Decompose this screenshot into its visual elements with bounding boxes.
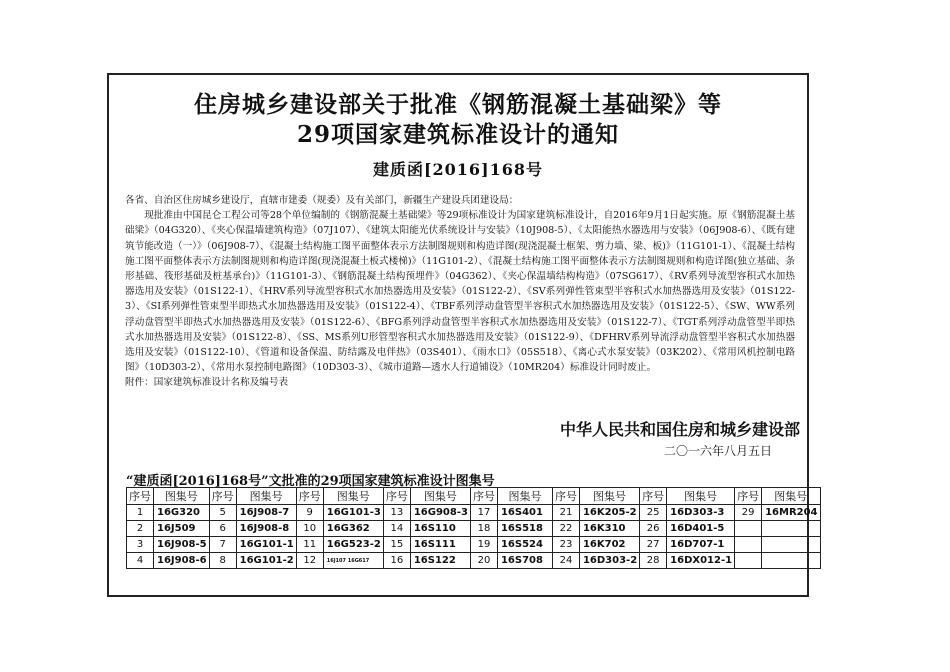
cell-code: 16J908-6 (154, 553, 210, 569)
header-no: 序号 (552, 488, 579, 505)
cell-no: 12 (296, 553, 323, 569)
cell-no: 3 (127, 537, 154, 553)
notice-title-line-2: 29项国家建筑标准设计的通知 (296, 121, 619, 148)
table-row (127, 505, 821, 521)
cell-code: 16J509 (154, 521, 210, 537)
header-code: 图集号 (323, 488, 383, 505)
cell-code: 16J107 16G617 (323, 553, 383, 569)
cell-no: 4 (127, 553, 154, 569)
issue-date: 二〇一六年八月五日 (663, 444, 772, 458)
cell-no: 21 (552, 505, 579, 521)
cell-no: 1 (127, 505, 154, 521)
cell-no: 19 (470, 537, 497, 553)
main-paragraph: 现批准由中国昆仑工程公司等28个单位编制的《钢筋混凝土基础梁》等29项标准设计为国家建筑标准设计，自2016年9月1日起实施。原《钢筋混凝土基础梁》（04G320）、《夹心保温墙建筑构造》（07J107）、《建筑太阳能光伏系统设计与安装》（10J908-5）、《太阳能热水器选用与安装》（06J908-6）、《既有建筑节能改造（一）》（06J908-7）、《混凝土结构施工图平面整体表示方法制图规则和构造详图(现浇混凝土框架、剪力墙、梁、板)》（11G101-1）、《混凝土结构施工图平面整体表示方法制图规则和构造详图(现浇混凝土板式楼梯)》（11G101-2）、《混凝土结构施工图平面整体表示方法制图规则和构造详图(独立基础、条形基础、筏形基础及桩基承台)》（11G101-3）、《钢筋混凝土结构预埋件》（04G362）、《夹心保温墙结构构造》（07SG617）、《RV系列导流型容积式水加热器选用及安装》（01S122-1）、《HRV系列导流型容积式水加热器选用及安装》（01S122-2）、《SV系列弹性管束型半容积式水加热器选用及安装》（01S122-3）、《SI系列弹性管束型半即热式水加热器选用及安装》（01S122-4）、《TBF系列浮动盘管型半容积式水加热器选用及安装》（01S122-5）、《SW、WW系列浮动盘管型半即热式水加热器选用及安装》（01S122-6）、《BFG系列浮动盘管型半容积式水加热器选用及安装》（01S122-7）、《TGT系列浮动盘管型半即热式水加热器选用及安装》（01S122-8）、《SS、MS系列U形管型容积式水加热器选用及安装》（01S122-9）、《DFHRV系列导流浮动盘管型半容积式水加热器选用及安装》（01S122-10）、《管道和设备保温、防结露及电伴热》（03S401）、《雨水口》（05S518）、《离心式水泵安装》（03K202）、《常用风机控制电路图》（10D303-2）、《常用水泵控制电路图》（10D303-3）、《城市道路—透水人行道铺设》（10MR204）标准设计同时废止。 (125, 210, 795, 374)
cell-code: 16G101-3 (323, 505, 383, 521)
cell-no: 9 (296, 505, 323, 521)
salutation: 各省、自治区住房城乡建设厅，直辖市建委（规委）及有关部门，新疆生产建设兵团建设局： (125, 195, 519, 206)
cell-code: 16K702 (579, 537, 639, 553)
table-header-row (127, 488, 821, 505)
cell-code: 16G101-2 (236, 553, 296, 569)
cell-no: 24 (552, 553, 579, 569)
table-title: “建质函[2016]168号”文批准的29项国家建筑标准设计图集号 (126, 474, 495, 489)
document-number: 建质函[2016]168号 (372, 160, 544, 179)
header-code: 图集号 (762, 488, 820, 505)
cell-code: 16D303-2 (579, 553, 639, 569)
header-code: 图集号 (410, 488, 470, 505)
cell-no (735, 521, 762, 537)
cell-code: 16G320 (154, 505, 210, 521)
cell-code: 16J908-7 (236, 505, 296, 521)
cell-no (735, 553, 762, 569)
header-no: 序号 (735, 488, 762, 505)
cell-code: 16S708 (497, 553, 552, 569)
cell-code: 16G908-3 (410, 505, 470, 521)
issuer-signature: 中华人民共和国住房和城乡建设部 (559, 420, 800, 439)
cell-no: 5 (209, 505, 236, 521)
cell-no: 25 (640, 505, 667, 521)
cell-no (735, 537, 762, 553)
header-code: 图集号 (497, 488, 552, 505)
cell-no: 18 (470, 521, 497, 537)
header-code: 图集号 (236, 488, 296, 505)
cell-no: 16 (383, 553, 410, 569)
cell-no: 17 (470, 505, 497, 521)
header-code: 图集号 (667, 488, 735, 505)
cell-code: 16DX012-1 (667, 553, 735, 569)
cell-code (762, 537, 820, 553)
cell-no: 26 (640, 521, 667, 537)
cell-no: 2 (127, 521, 154, 537)
cell-no: 13 (383, 505, 410, 521)
cell-code: 16D401-5 (667, 521, 735, 537)
table-row (127, 537, 821, 553)
notice-title-line-1: 住房城乡建设部关于批准《钢筋混凝土基础梁》等 (194, 91, 722, 118)
table-row (127, 553, 821, 569)
header-no: 序号 (296, 488, 323, 505)
cell-code: 16G101-1 (236, 537, 296, 553)
cell-no: 6 (209, 521, 236, 537)
cell-no: 22 (552, 521, 579, 537)
catalog-table (126, 487, 821, 569)
header-code: 图集号 (154, 488, 210, 505)
cell-code: 16MR204 (762, 505, 820, 521)
cell-code: 16J908-8 (236, 521, 296, 537)
cell-no: 20 (470, 553, 497, 569)
header-no: 序号 (383, 488, 410, 505)
cell-code: 16S110 (410, 521, 470, 537)
cell-no: 29 (735, 505, 762, 521)
cell-code: 16S518 (497, 521, 552, 537)
cell-code: 16J908-5 (154, 537, 210, 553)
cell-code: 16K310 (579, 521, 639, 537)
cell-no: 8 (209, 553, 236, 569)
header-no: 序号 (209, 488, 236, 505)
cell-code (762, 521, 820, 537)
cell-no: 15 (383, 537, 410, 553)
cell-no: 27 (640, 537, 667, 553)
cell-code: 16G523-2 (323, 537, 383, 553)
cell-code: 16S111 (410, 537, 470, 553)
header-code: 图集号 (579, 488, 639, 505)
header-no: 序号 (127, 488, 154, 505)
notice-body (125, 193, 795, 391)
cell-code: 16D707-1 (667, 537, 735, 553)
cell-no: 10 (296, 521, 323, 537)
cell-no: 11 (296, 537, 323, 553)
cell-code: 16D303-3 (667, 505, 735, 521)
cell-code: 16S122 (410, 553, 470, 569)
cell-code: 16S401 (497, 505, 552, 521)
cell-code (762, 553, 820, 569)
cell-no: 23 (552, 537, 579, 553)
attachment-line: 附件：国家建筑标准设计名称及编号表 (125, 377, 289, 389)
cell-no: 28 (640, 553, 667, 569)
cell-code: 16S524 (497, 537, 552, 553)
cell-code: 16K205-2 (579, 505, 639, 521)
cell-code: 16G362 (323, 521, 383, 537)
header-no: 序号 (470, 488, 497, 505)
cell-no: 7 (209, 537, 236, 553)
table-row (127, 521, 821, 537)
cell-no: 14 (383, 521, 410, 537)
header-no: 序号 (640, 488, 667, 505)
